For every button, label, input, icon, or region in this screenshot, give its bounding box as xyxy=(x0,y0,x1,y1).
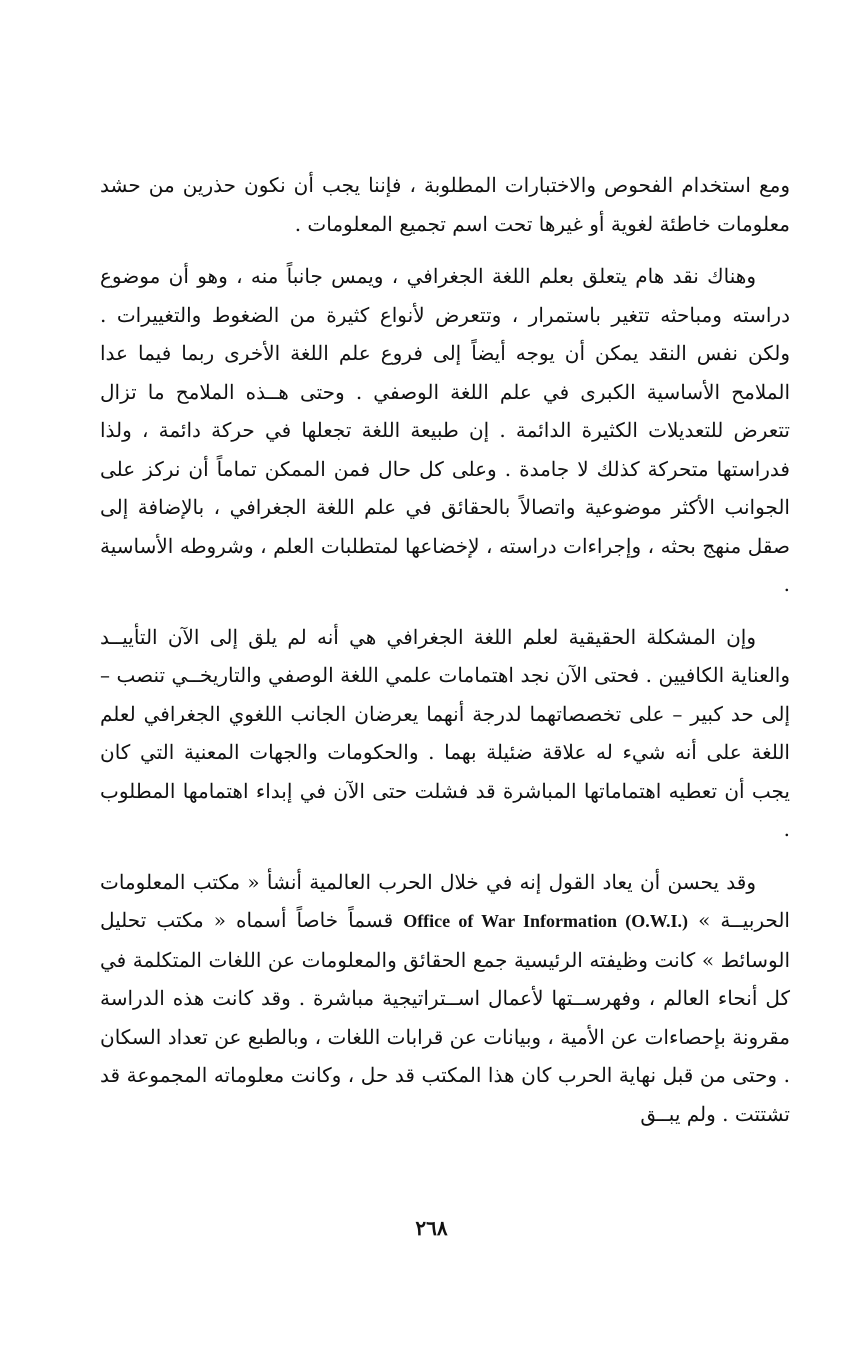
paragraph-2: وهناك نقد هام يتعلق بعلم اللغة الجغرافي ، ويمس جانباً منه ، وهو أن موضوع دراسته ومباحثه تتغير باستمرار ، وتتعرض لأنواع كثيرة من الضغوط والتغييرات . ولكن نفس النقد يمكن أن يوجه أيضاً إلى فروع علم اللغة الأخرى ربما فيما عدا الملامح الأساسية الكبرى في علم اللغة الوصفي . وحتى هــذه الملامح ما تزال تتعرض للتعديلات الكثيرة الدائمة . إن طبيعة اللغة تجعلها في حركة دائمة ، ولذا فدراستها متحركة كذلك لا جامدة . وعلى كل حال فمن الممكن تماماً أن نركز على الجوانب الأكثر موضوعية واتصالاً بالحقائق في علم اللغة الجغرافي ، بالإضافة إلى صقل منهج بحثه ، وإجراءات دراسته ، لإخضاعها لمتطلبات العلم ، وشروطه الأساسية . xyxy=(100,264,790,596)
page-number: ٢٦٨ xyxy=(415,1216,448,1240)
office-name-latin: Office of War Information (O.W.I.) xyxy=(403,911,689,931)
paragraph-4-after: قسماً خاصاً أسماه « مكتب تحليل الوسائط » كانت وظيفته الرئيسية جمع الحقائق والمعلومات عن اللغات المتكلمة في كل أنحاء العالم ، وفهرســتها لأعمال اســتراتيجية مباشرة . وقد كانت هذه الدراسة مقرونة بإحصاءات عن الأمية ، وبيانات عن قرابات اللغات ، وبالطبع عن تعداد السكان . وحتى من قبل نهاية الحرب كان هذا المكتب قد حل ، وكانت معلوماته المجموعة قد تشتتت . ولم يبــق xyxy=(100,908,791,1126)
body-text xyxy=(100,166,790,1133)
paragraph-1: ومع استخدام الفحوص والاختبارات المطلوبة ، فإننا يجب أن نكون حذرين من حشد معلومات خاطئة لغوية أو غيرها تحت اسم تجميع المعلومات . xyxy=(100,173,790,236)
paragraph-4 xyxy=(100,863,790,1134)
paragraph-3: وإن المشكلة الحقيقية لعلم اللغة الجغرافي هي أنه لم يلق إلى الآن التأييــد والعناية الكافيين . فحتى الآن نجد اهتمامات علمي اللغة الوصفي والتاريخــي تنصب – إلى حد كبير – على تخصصاتهما لدرجة أنهما يعرضان الجانب اللغوي الجغرافي لعلم اللغة على أنه شيء له علاقة ضئيلة بهما . والحكومات والجهات المعنية التي كان يجب أن تعطيه اهتماماتها المباشرة قد فشلت حتى الآن في إبداء اهتمامها المطلوب . xyxy=(100,624,790,841)
paragraph-4-before: وقد يحسن أن يعاد القول إنه في خلال الحرب العالمية أنشأ « مكتب المعلومات الحربيــة » xyxy=(100,869,790,932)
